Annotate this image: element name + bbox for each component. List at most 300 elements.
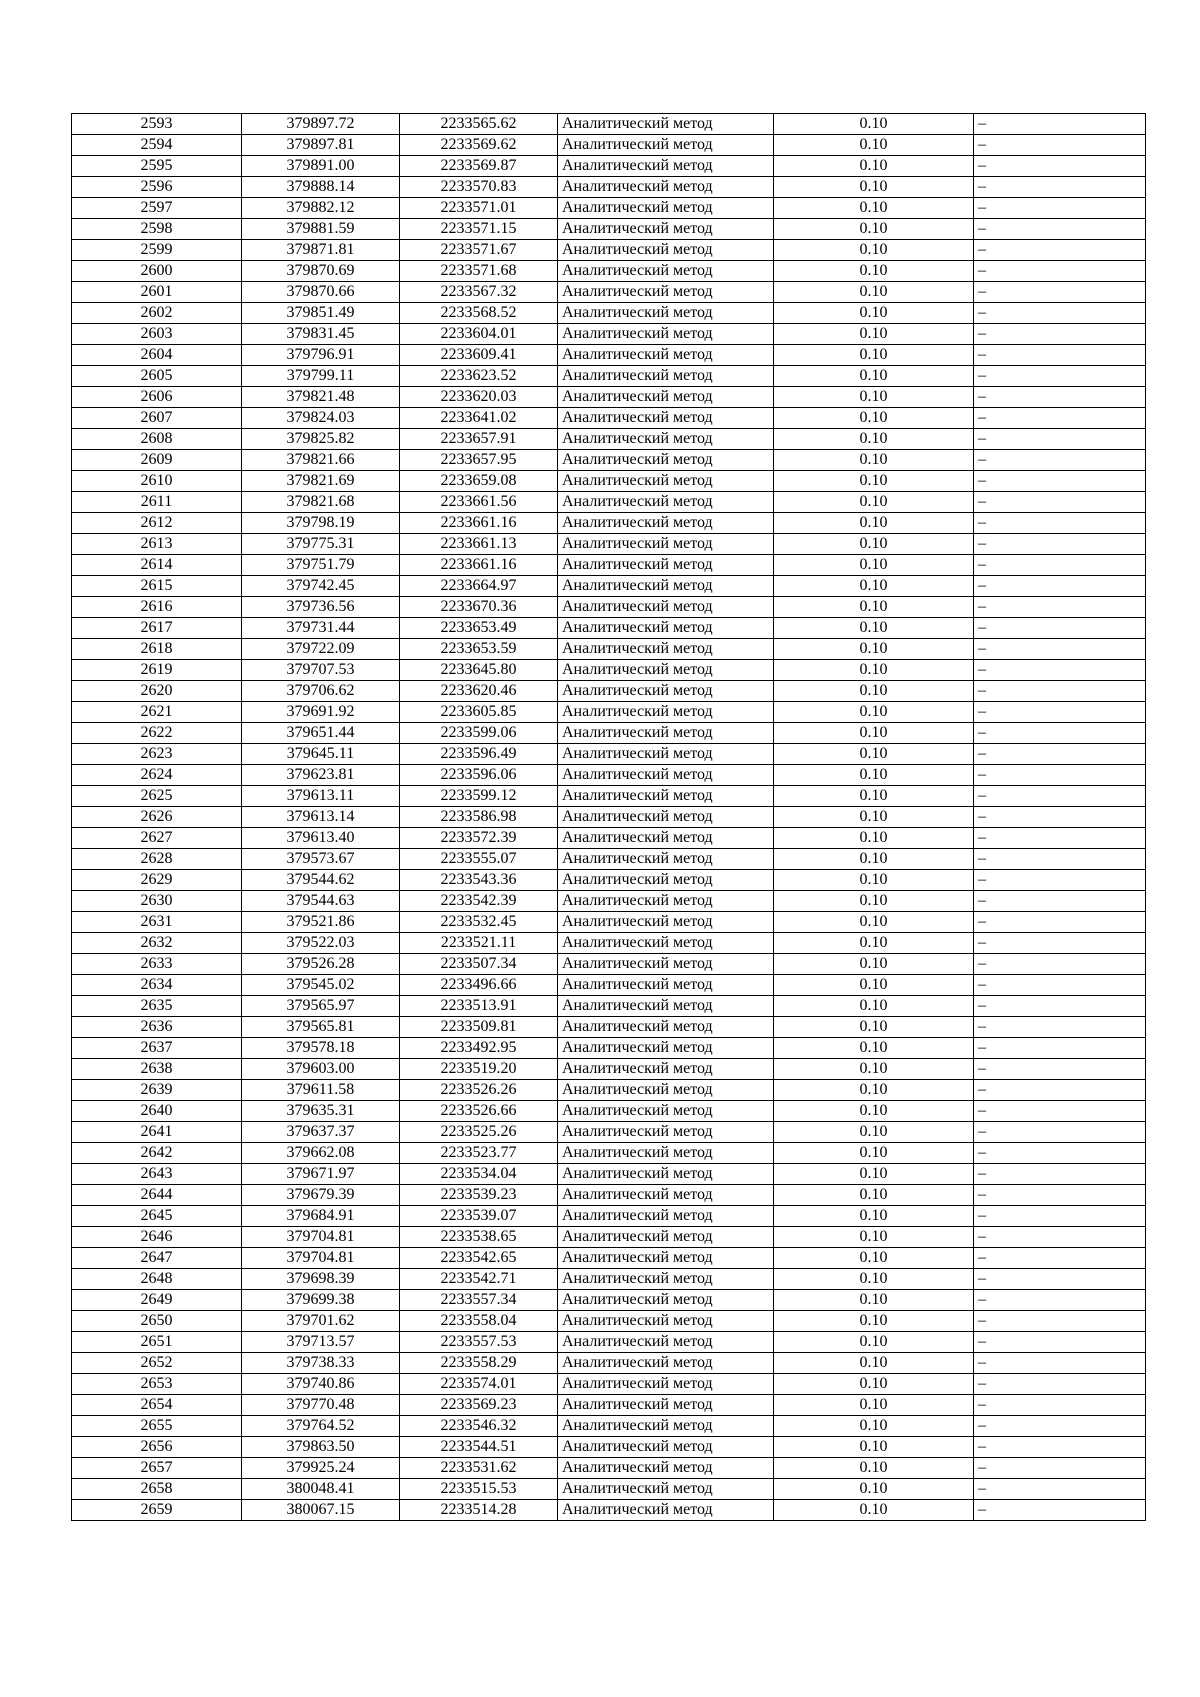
x-coordinate-cell: 379831.45 — [242, 324, 400, 345]
precision-cell: 0.10 — [774, 1185, 974, 1206]
description-cell: – — [974, 933, 1146, 954]
y-coordinate-cell: 2233569.87 — [400, 156, 558, 177]
table-row — [72, 114, 1146, 135]
description-cell: – — [974, 1017, 1146, 1038]
method-cell: Аналитический метод — [558, 177, 774, 198]
precision-cell: 0.10 — [774, 429, 974, 450]
point-number-cell: 2608 — [72, 429, 242, 450]
table-row — [72, 408, 1146, 429]
precision-cell: 0.10 — [774, 1080, 974, 1101]
description-cell: – — [974, 1038, 1146, 1059]
description-cell: – — [974, 219, 1146, 240]
description-cell: – — [974, 744, 1146, 765]
description-cell: – — [974, 1374, 1146, 1395]
y-coordinate-cell: 2233542.65 — [400, 1248, 558, 1269]
precision-cell: 0.10 — [774, 786, 974, 807]
table-row — [72, 1122, 1146, 1143]
y-coordinate-cell: 2233623.52 — [400, 366, 558, 387]
point-number-cell: 2597 — [72, 198, 242, 219]
method-cell: Аналитический метод — [558, 450, 774, 471]
precision-cell: 0.10 — [774, 1290, 974, 1311]
description-cell: – — [974, 891, 1146, 912]
table-row — [72, 1227, 1146, 1248]
precision-cell: 0.10 — [774, 555, 974, 576]
method-cell: Аналитический метод — [558, 282, 774, 303]
x-coordinate-cell: 379713.57 — [242, 1332, 400, 1353]
y-coordinate-cell: 2233641.02 — [400, 408, 558, 429]
method-cell: Аналитический метод — [558, 135, 774, 156]
description-cell: – — [974, 1353, 1146, 1374]
precision-cell: 0.10 — [774, 933, 974, 954]
table-row — [72, 492, 1146, 513]
y-coordinate-cell: 2233515.53 — [400, 1479, 558, 1500]
y-coordinate-cell: 2233514.28 — [400, 1500, 558, 1521]
point-number-cell: 2648 — [72, 1269, 242, 1290]
precision-cell: 0.10 — [774, 1395, 974, 1416]
method-cell: Аналитический метод — [558, 198, 774, 219]
description-cell: – — [974, 1227, 1146, 1248]
method-cell: Аналитический метод — [558, 219, 774, 240]
table-row — [72, 1164, 1146, 1185]
table-row — [72, 198, 1146, 219]
x-coordinate-cell: 379521.86 — [242, 912, 400, 933]
method-cell: Аналитический метод — [558, 723, 774, 744]
method-cell: Аналитический метод — [558, 156, 774, 177]
x-coordinate-cell: 380067.15 — [242, 1500, 400, 1521]
method-cell: Аналитический метод — [558, 639, 774, 660]
description-cell: – — [974, 513, 1146, 534]
x-coordinate-cell: 379870.66 — [242, 282, 400, 303]
x-coordinate-cell: 379882.12 — [242, 198, 400, 219]
x-coordinate-cell: 379651.44 — [242, 723, 400, 744]
precision-cell: 0.10 — [774, 1143, 974, 1164]
x-coordinate-cell: 379707.53 — [242, 660, 400, 681]
y-coordinate-cell: 2233574.01 — [400, 1374, 558, 1395]
description-cell: – — [974, 1143, 1146, 1164]
method-cell: Аналитический метод — [558, 660, 774, 681]
x-coordinate-cell: 379603.00 — [242, 1059, 400, 1080]
x-coordinate-cell: 379544.63 — [242, 891, 400, 912]
precision-cell: 0.10 — [774, 1122, 974, 1143]
point-number-cell: 2613 — [72, 534, 242, 555]
method-cell: Аналитический метод — [558, 1248, 774, 1269]
method-cell: Аналитический метод — [558, 1437, 774, 1458]
method-cell: Аналитический метод — [558, 1479, 774, 1500]
point-number-cell: 2616 — [72, 597, 242, 618]
description-cell: – — [974, 1479, 1146, 1500]
y-coordinate-cell: 2233526.26 — [400, 1080, 558, 1101]
precision-cell: 0.10 — [774, 828, 974, 849]
precision-cell: 0.10 — [774, 597, 974, 618]
method-cell: Аналитический метод — [558, 618, 774, 639]
table-row — [72, 1206, 1146, 1227]
y-coordinate-cell: 2233620.46 — [400, 681, 558, 702]
precision-cell: 0.10 — [774, 1353, 974, 1374]
precision-cell: 0.10 — [774, 156, 974, 177]
description-cell: – — [974, 450, 1146, 471]
point-number-cell: 2645 — [72, 1206, 242, 1227]
table-row — [72, 828, 1146, 849]
description-cell: – — [974, 954, 1146, 975]
y-coordinate-cell: 2233542.71 — [400, 1269, 558, 1290]
method-cell: Аналитический метод — [558, 1332, 774, 1353]
y-coordinate-cell: 2233509.81 — [400, 1017, 558, 1038]
point-number-cell: 2615 — [72, 576, 242, 597]
point-number-cell: 2600 — [72, 261, 242, 282]
precision-cell: 0.10 — [774, 1437, 974, 1458]
point-number-cell: 2639 — [72, 1080, 242, 1101]
x-coordinate-cell: 379526.28 — [242, 954, 400, 975]
point-number-cell: 2606 — [72, 387, 242, 408]
precision-cell: 0.10 — [774, 1458, 974, 1479]
method-cell: Аналитический метод — [558, 954, 774, 975]
table-row — [72, 1038, 1146, 1059]
point-number-cell: 2621 — [72, 702, 242, 723]
point-number-cell: 2643 — [72, 1164, 242, 1185]
method-cell: Аналитический метод — [558, 765, 774, 786]
precision-cell: 0.10 — [774, 387, 974, 408]
table-row — [72, 450, 1146, 471]
coordinates-table — [71, 113, 1146, 1521]
y-coordinate-cell: 2233557.53 — [400, 1332, 558, 1353]
y-coordinate-cell: 2233599.06 — [400, 723, 558, 744]
point-number-cell: 2658 — [72, 1479, 242, 1500]
x-coordinate-cell: 379897.72 — [242, 114, 400, 135]
method-cell: Аналитический метод — [558, 891, 774, 912]
precision-cell: 0.10 — [774, 1269, 974, 1290]
y-coordinate-cell: 2233542.39 — [400, 891, 558, 912]
method-cell: Аналитический метод — [558, 408, 774, 429]
precision-cell: 0.10 — [774, 471, 974, 492]
table-row — [72, 1059, 1146, 1080]
y-coordinate-cell: 2233519.20 — [400, 1059, 558, 1080]
description-cell: – — [974, 576, 1146, 597]
table-row — [72, 1458, 1146, 1479]
point-number-cell: 2622 — [72, 723, 242, 744]
description-cell: – — [974, 345, 1146, 366]
y-coordinate-cell: 2233558.29 — [400, 1353, 558, 1374]
description-cell: – — [974, 1437, 1146, 1458]
method-cell: Аналитический метод — [558, 1038, 774, 1059]
description-cell: – — [974, 639, 1146, 660]
method-cell: Аналитический метод — [558, 1395, 774, 1416]
method-cell: Аналитический метод — [558, 807, 774, 828]
table-row — [72, 870, 1146, 891]
x-coordinate-cell: 379871.81 — [242, 240, 400, 261]
table-row — [72, 891, 1146, 912]
x-coordinate-cell: 379613.14 — [242, 807, 400, 828]
method-cell: Аналитический метод — [558, 702, 774, 723]
precision-cell: 0.10 — [774, 261, 974, 282]
y-coordinate-cell: 2233532.45 — [400, 912, 558, 933]
method-cell: Аналитический метод — [558, 1101, 774, 1122]
y-coordinate-cell: 2233571.01 — [400, 198, 558, 219]
point-number-cell: 2651 — [72, 1332, 242, 1353]
y-coordinate-cell: 2233570.83 — [400, 177, 558, 198]
x-coordinate-cell: 379881.59 — [242, 219, 400, 240]
description-cell: – — [974, 702, 1146, 723]
table-row — [72, 387, 1146, 408]
description-cell: – — [974, 870, 1146, 891]
point-number-cell: 2623 — [72, 744, 242, 765]
x-coordinate-cell: 379565.97 — [242, 996, 400, 1017]
y-coordinate-cell: 2233565.62 — [400, 114, 558, 135]
table-row — [72, 660, 1146, 681]
x-coordinate-cell: 379635.31 — [242, 1101, 400, 1122]
y-coordinate-cell: 2233569.62 — [400, 135, 558, 156]
description-cell: – — [974, 555, 1146, 576]
description-cell: – — [974, 849, 1146, 870]
table-row — [72, 1101, 1146, 1122]
precision-cell: 0.10 — [774, 765, 974, 786]
point-number-cell: 2633 — [72, 954, 242, 975]
table-row — [72, 1248, 1146, 1269]
y-coordinate-cell: 2233539.07 — [400, 1206, 558, 1227]
precision-cell: 0.10 — [774, 324, 974, 345]
x-coordinate-cell: 379691.92 — [242, 702, 400, 723]
method-cell: Аналитический метод — [558, 114, 774, 135]
y-coordinate-cell: 2233572.39 — [400, 828, 558, 849]
description-cell: – — [974, 261, 1146, 282]
method-cell: Аналитический метод — [558, 324, 774, 345]
precision-cell: 0.10 — [774, 513, 974, 534]
table-row — [72, 681, 1146, 702]
table-row — [72, 639, 1146, 660]
table-row — [72, 345, 1146, 366]
y-coordinate-cell: 2233605.85 — [400, 702, 558, 723]
point-number-cell: 2654 — [72, 1395, 242, 1416]
description-cell: – — [974, 597, 1146, 618]
table-row — [72, 618, 1146, 639]
y-coordinate-cell: 2233569.23 — [400, 1395, 558, 1416]
description-cell: – — [974, 1164, 1146, 1185]
precision-cell: 0.10 — [774, 135, 974, 156]
precision-cell: 0.10 — [774, 618, 974, 639]
x-coordinate-cell: 379544.62 — [242, 870, 400, 891]
method-cell: Аналитический метод — [558, 1458, 774, 1479]
point-number-cell: 2594 — [72, 135, 242, 156]
table-row — [72, 1185, 1146, 1206]
table-row — [72, 1395, 1146, 1416]
x-coordinate-cell: 379706.62 — [242, 681, 400, 702]
x-coordinate-cell: 379751.79 — [242, 555, 400, 576]
y-coordinate-cell: 2233534.04 — [400, 1164, 558, 1185]
description-cell: – — [974, 723, 1146, 744]
y-coordinate-cell: 2233544.51 — [400, 1437, 558, 1458]
precision-cell: 0.10 — [774, 639, 974, 660]
method-cell: Аналитический метод — [558, 1206, 774, 1227]
point-number-cell: 2631 — [72, 912, 242, 933]
point-number-cell: 2607 — [72, 408, 242, 429]
description-cell: – — [974, 765, 1146, 786]
point-number-cell: 2626 — [72, 807, 242, 828]
y-coordinate-cell: 2233567.32 — [400, 282, 558, 303]
method-cell: Аналитический метод — [558, 1143, 774, 1164]
description-cell: – — [974, 975, 1146, 996]
y-coordinate-cell: 2233661.16 — [400, 555, 558, 576]
table-row — [72, 1479, 1146, 1500]
x-coordinate-cell: 379578.18 — [242, 1038, 400, 1059]
description-cell: – — [974, 618, 1146, 639]
y-coordinate-cell: 2233599.12 — [400, 786, 558, 807]
table-row — [72, 576, 1146, 597]
y-coordinate-cell: 2233586.98 — [400, 807, 558, 828]
point-number-cell: 2657 — [72, 1458, 242, 1479]
method-cell: Аналитический метод — [558, 1290, 774, 1311]
y-coordinate-cell: 2233558.04 — [400, 1311, 558, 1332]
description-cell: – — [974, 786, 1146, 807]
method-cell: Аналитический метод — [558, 1269, 774, 1290]
precision-cell: 0.10 — [774, 345, 974, 366]
description-cell: – — [974, 1332, 1146, 1353]
method-cell: Аналитический метод — [558, 1416, 774, 1437]
point-number-cell: 2611 — [72, 492, 242, 513]
precision-cell: 0.10 — [774, 1101, 974, 1122]
table-row — [72, 849, 1146, 870]
y-coordinate-cell: 2233492.95 — [400, 1038, 558, 1059]
method-cell: Аналитический метод — [558, 1311, 774, 1332]
point-number-cell: 2646 — [72, 1227, 242, 1248]
precision-cell: 0.10 — [774, 114, 974, 135]
x-coordinate-cell: 379796.91 — [242, 345, 400, 366]
x-coordinate-cell: 379742.45 — [242, 576, 400, 597]
description-cell: – — [974, 387, 1146, 408]
description-cell: – — [974, 1311, 1146, 1332]
table-row — [72, 282, 1146, 303]
y-coordinate-cell: 2233557.34 — [400, 1290, 558, 1311]
point-number-cell: 2627 — [72, 828, 242, 849]
table-row — [72, 429, 1146, 450]
precision-cell: 0.10 — [774, 408, 974, 429]
point-number-cell: 2659 — [72, 1500, 242, 1521]
method-cell: Аналитический метод — [558, 555, 774, 576]
precision-cell: 0.10 — [774, 912, 974, 933]
x-coordinate-cell: 379613.40 — [242, 828, 400, 849]
y-coordinate-cell: 2233555.07 — [400, 849, 558, 870]
method-cell: Аналитический метод — [558, 429, 774, 450]
x-coordinate-cell: 379851.49 — [242, 303, 400, 324]
method-cell: Аналитический метод — [558, 1080, 774, 1101]
x-coordinate-cell: 379545.02 — [242, 975, 400, 996]
point-number-cell: 2624 — [72, 765, 242, 786]
method-cell: Аналитический метод — [558, 870, 774, 891]
precision-cell: 0.10 — [774, 1164, 974, 1185]
method-cell: Аналитический метод — [558, 1059, 774, 1080]
table-row — [72, 765, 1146, 786]
x-coordinate-cell: 379671.97 — [242, 1164, 400, 1185]
x-coordinate-cell: 379698.39 — [242, 1269, 400, 1290]
table-row — [72, 471, 1146, 492]
table-row — [72, 1017, 1146, 1038]
precision-cell: 0.10 — [774, 240, 974, 261]
x-coordinate-cell: 379799.11 — [242, 366, 400, 387]
y-coordinate-cell: 2233496.66 — [400, 975, 558, 996]
precision-cell: 0.10 — [774, 198, 974, 219]
x-coordinate-cell: 379611.58 — [242, 1080, 400, 1101]
y-coordinate-cell: 2233513.91 — [400, 996, 558, 1017]
y-coordinate-cell: 2233620.03 — [400, 387, 558, 408]
x-coordinate-cell: 379740.86 — [242, 1374, 400, 1395]
precision-cell: 0.10 — [774, 534, 974, 555]
point-number-cell: 2604 — [72, 345, 242, 366]
method-cell: Аналитический метод — [558, 492, 774, 513]
method-cell: Аналитический метод — [558, 933, 774, 954]
precision-cell: 0.10 — [774, 1227, 974, 1248]
point-number-cell: 2596 — [72, 177, 242, 198]
description-cell: – — [974, 807, 1146, 828]
precision-cell: 0.10 — [774, 1059, 974, 1080]
description-cell: – — [974, 996, 1146, 1017]
precision-cell: 0.10 — [774, 492, 974, 513]
method-cell: Аналитический метод — [558, 597, 774, 618]
point-number-cell: 2637 — [72, 1038, 242, 1059]
point-number-cell: 2610 — [72, 471, 242, 492]
y-coordinate-cell: 2233661.13 — [400, 534, 558, 555]
table-row — [72, 1143, 1146, 1164]
point-number-cell: 2617 — [72, 618, 242, 639]
description-cell: – — [974, 660, 1146, 681]
point-number-cell: 2614 — [72, 555, 242, 576]
description-cell: – — [974, 681, 1146, 702]
x-coordinate-cell: 379738.33 — [242, 1353, 400, 1374]
method-cell: Аналитический метод — [558, 1500, 774, 1521]
x-coordinate-cell: 379824.03 — [242, 408, 400, 429]
precision-cell: 0.10 — [774, 954, 974, 975]
table-row — [72, 555, 1146, 576]
method-cell: Аналитический метод — [558, 366, 774, 387]
point-number-cell: 2632 — [72, 933, 242, 954]
description-cell: – — [974, 492, 1146, 513]
x-coordinate-cell: 379662.08 — [242, 1143, 400, 1164]
table-row — [72, 702, 1146, 723]
x-coordinate-cell: 379770.48 — [242, 1395, 400, 1416]
y-coordinate-cell: 2233539.23 — [400, 1185, 558, 1206]
table-row — [72, 303, 1146, 324]
table-row — [72, 135, 1146, 156]
point-number-cell: 2630 — [72, 891, 242, 912]
y-coordinate-cell: 2233523.77 — [400, 1143, 558, 1164]
description-cell: – — [974, 177, 1146, 198]
x-coordinate-cell: 379701.62 — [242, 1311, 400, 1332]
y-coordinate-cell: 2233531.62 — [400, 1458, 558, 1479]
precision-cell: 0.10 — [774, 870, 974, 891]
y-coordinate-cell: 2233659.08 — [400, 471, 558, 492]
method-cell: Аналитический метод — [558, 1374, 774, 1395]
point-number-cell: 2601 — [72, 282, 242, 303]
precision-cell: 0.10 — [774, 1479, 974, 1500]
method-cell: Аналитический метод — [558, 1353, 774, 1374]
precision-cell: 0.10 — [774, 1038, 974, 1059]
point-number-cell: 2636 — [72, 1017, 242, 1038]
precision-cell: 0.10 — [774, 975, 974, 996]
y-coordinate-cell: 2233596.06 — [400, 765, 558, 786]
description-cell: – — [974, 366, 1146, 387]
precision-cell: 0.10 — [774, 891, 974, 912]
description-cell: – — [974, 1185, 1146, 1206]
x-coordinate-cell: 379825.82 — [242, 429, 400, 450]
table-row — [72, 240, 1146, 261]
y-coordinate-cell: 2233538.65 — [400, 1227, 558, 1248]
precision-cell: 0.10 — [774, 576, 974, 597]
table-row — [72, 786, 1146, 807]
x-coordinate-cell: 379888.14 — [242, 177, 400, 198]
table-row — [72, 1353, 1146, 1374]
x-coordinate-cell: 379821.69 — [242, 471, 400, 492]
point-number-cell: 2620 — [72, 681, 242, 702]
method-cell: Аналитический метод — [558, 681, 774, 702]
description-cell: – — [974, 135, 1146, 156]
precision-cell: 0.10 — [774, 1311, 974, 1332]
